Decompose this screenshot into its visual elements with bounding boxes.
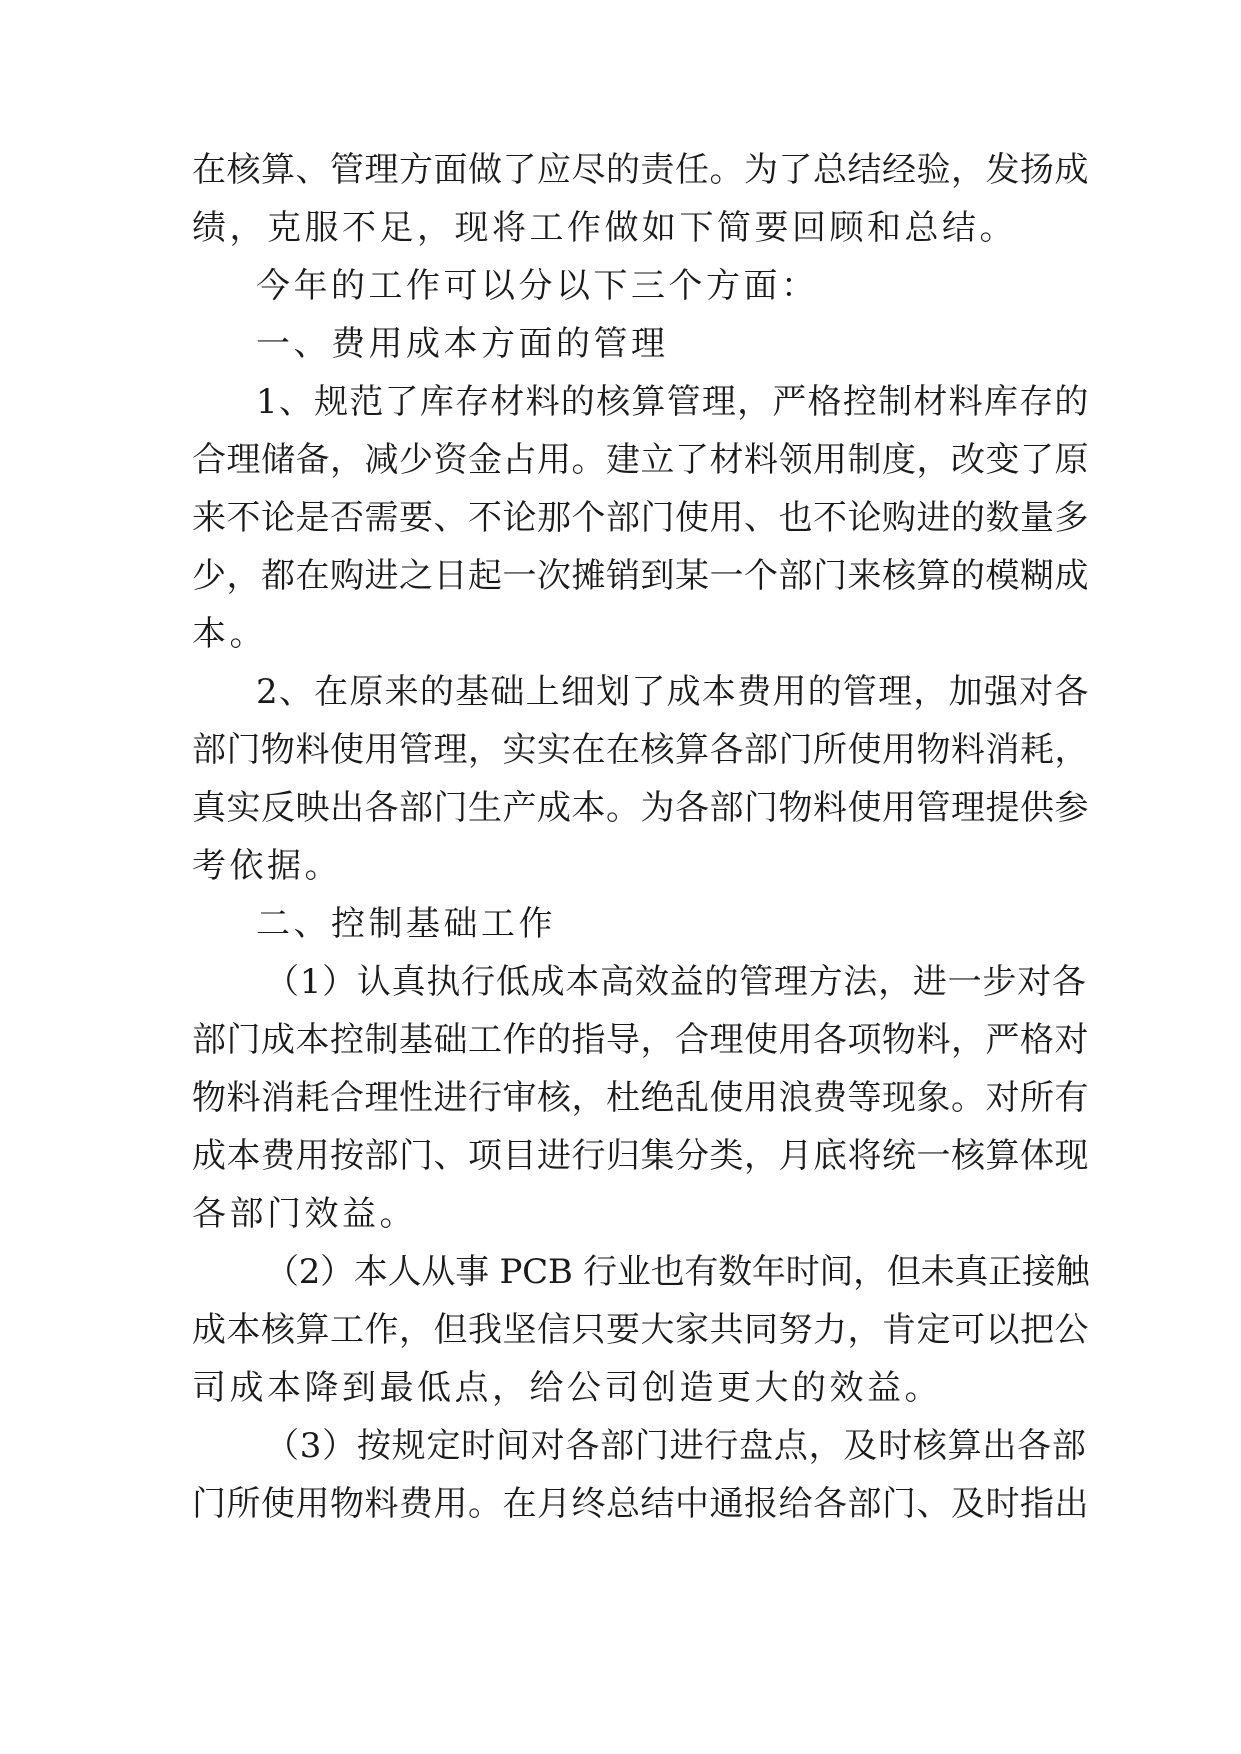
text-line: 2、在原来的基础上细划了成本费用的管理，加强对各 xyxy=(256,672,1090,712)
text-line: 在核算、管理方面做了应尽的责任。为了总结经验，发扬成 xyxy=(192,150,1089,190)
text-line: 物料消耗合理性进行审核，杜绝乱使用浪费等现象。对所有 xyxy=(192,1078,1089,1118)
text-line: 来不论是否需要、不论那个部门使用、也不论购进的数量多 xyxy=(192,498,1089,538)
text-line: 考依据。 xyxy=(192,846,342,886)
section-heading-1: 一、费用成本方面的管理 xyxy=(256,324,669,364)
text-line: 部门物料使用管理，实实在在核算各部门所使用物料消耗， xyxy=(192,730,1089,770)
text-line: 绩，克服不足，现将工作做如下简要回顾和总结。 xyxy=(192,208,1017,248)
text-line: 成本核算工作，但我坚信只要大家共同努力，肯定可以把公 xyxy=(192,1310,1089,1350)
text-line: 部门成本控制基础工作的指导，合理使用各项物料，严格对 xyxy=(192,1020,1089,1060)
text-line: （3）按规定时间对各部门进行盘点，及时核算出各部 xyxy=(265,1426,1087,1466)
text-line: 司成本降到最低点，给公司创造更大的效益。 xyxy=(192,1368,942,1408)
text-line: 成本费用按部门、项目进行归集分类，月底将统一核算体现 xyxy=(192,1136,1089,1176)
text-line: 少，都在购进之日起一次摊销到某一个部门来核算的模糊成 xyxy=(192,556,1089,596)
text-line: 门所使用物料费用。在月终总结中通报给各部门、及时指出 xyxy=(192,1484,1089,1524)
text-line: 本。 xyxy=(192,614,267,654)
text-line: 各部门效益。 xyxy=(192,1194,417,1234)
section-heading-2: 二、控制基础工作 xyxy=(256,904,556,944)
text-line: （2）本人从事 PCB 行业也有数年时间，但未真正接触 xyxy=(265,1252,1090,1292)
text-line: 真实反映出各部门生产成本。为各部门物料使用管理提供参 xyxy=(192,788,1089,828)
text-line: 1、规范了库存材料的核算管理，严格控制材料库存的 xyxy=(256,382,1090,422)
text-line: 合理储备，减少资金占用。建立了材料领用制度，改变了原 xyxy=(192,440,1089,480)
text-line: 今年的工作可以分以下三个方面： xyxy=(256,266,819,306)
text-line: （1）认真执行低成本高效益的管理方法，进一步对各 xyxy=(265,962,1087,1002)
